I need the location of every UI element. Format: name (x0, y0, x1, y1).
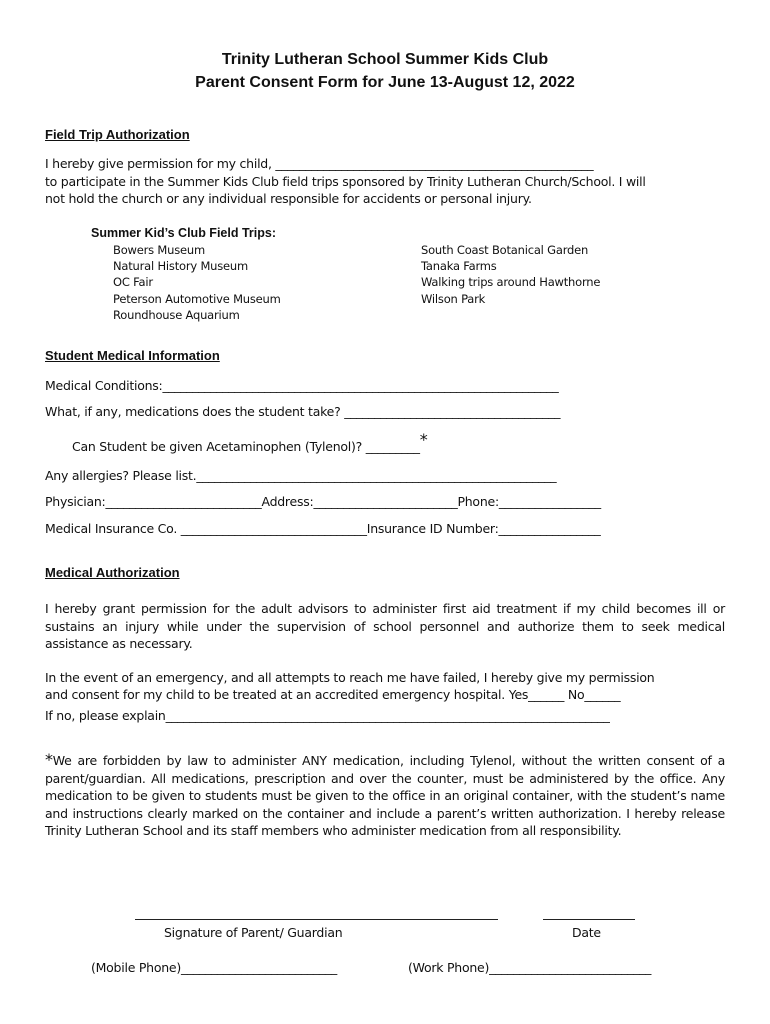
trip-item: Bowers Museum (113, 243, 205, 257)
medications-field[interactable]: What, if any, medications does the student take? ____________________________________ (45, 404, 561, 419)
trip-item: Peterson Automotive Museum (113, 291, 281, 306)
field-trip-heading: Field Trip Authorization (45, 127, 190, 142)
emergency-text-line1: In the event of an emergency, and all attempts to reach me have failed, I hereby give my permission (45, 670, 655, 685)
first-aid-paragraph: I hereby grant permission for the adult advisors to administer first aid treatment if my child becomes ill or sustains an injury while under the supervision of school personnel and authorize them to seek medical assistance as necessary. (45, 601, 725, 651)
field-trips-list-title: Summer Kid’s Club Field Trips: (91, 226, 276, 240)
date-label: Date (572, 925, 601, 940)
acetaminophen-label: Can Student be given Acetaminophen (Tylenol)? _________ (72, 439, 420, 454)
emergency-consent-yes-no[interactable]: and consent for my child to be treated at an accredited emergency hospital. Yes______ No______ (45, 687, 621, 702)
insurance-field[interactable]: Medical Insurance Co. _______________________________Insurance ID Number:_________________ (45, 521, 601, 536)
mobile-phone-field[interactable]: (Mobile Phone)__________________________ (91, 960, 337, 975)
medical-auth-heading: Medical Authorization (45, 565, 180, 580)
medical-info-heading: Student Medical Information (45, 348, 220, 363)
child-permission-line: I hereby give permission for my child, _____________________________________________________ (45, 156, 594, 171)
trip-item: OC Fair (113, 275, 153, 290)
asterisk-mark: * (45, 750, 53, 769)
trip-item: South Coast Botanical Garden (421, 243, 589, 257)
disclaimer-text: We are forbidden by law to administer ANY medication, including Tylenol, without the written consent of a parent/guardian. All medications, prescription and over the counter, must be administered by the office. Any medication to be given to students must be given to the office in an original container, with the student’s name and instructions clearly marked on the container and include a parent’s written authorization. I hereby release Trinity Lutheran School and its staff members who administer medication from all responsibility. (45, 753, 725, 838)
form-title-line1: Trinity Lutheran School Summer Kids Club (221, 51, 549, 68)
physician-address-phone-field[interactable]: Physician:__________________________Address:________________________Phone:_________________ (45, 494, 601, 509)
trip-item: Wilson Park (421, 291, 486, 306)
trip-item: Natural History Museum (113, 259, 249, 274)
date-line[interactable] (543, 919, 635, 920)
trip-item: Roundhouse Aquarium (113, 307, 240, 322)
field-trip-text-line3: not hold the church or any individual responsible for accidents or personal injury. (45, 191, 532, 206)
medical-conditions-field[interactable]: Medical Conditions:__________________________________________________________________ (45, 378, 559, 393)
acetaminophen-field[interactable] (72, 430, 428, 455)
field-trips-left-list (113, 242, 281, 323)
work-phone-field[interactable]: (Work Phone)___________________________ (408, 960, 652, 975)
explain-field[interactable]: If no, please explain__________________________________________________________________________ (45, 708, 610, 723)
trip-item: Walking trips around Hawthorne (421, 275, 601, 290)
field-trip-text-line2: to participate in the Summer Kids Club field trips sponsored by Trinity Lutheran Church/School. I will (45, 174, 646, 189)
form-title-line2: Parent Consent Form for June 13-August 12, 2022 (195, 74, 575, 91)
signature-line[interactable] (135, 919, 498, 920)
signature-label: Signature of Parent/ Guardian (164, 925, 343, 940)
asterisk-mark: * (419, 430, 428, 449)
medication-disclaimer (45, 751, 725, 840)
trip-item: Tanaka Farms (421, 259, 497, 274)
field-trips-right-list (421, 242, 600, 307)
allergies-field[interactable]: Any allergies? Please list.____________________________________________________________ (45, 468, 557, 483)
